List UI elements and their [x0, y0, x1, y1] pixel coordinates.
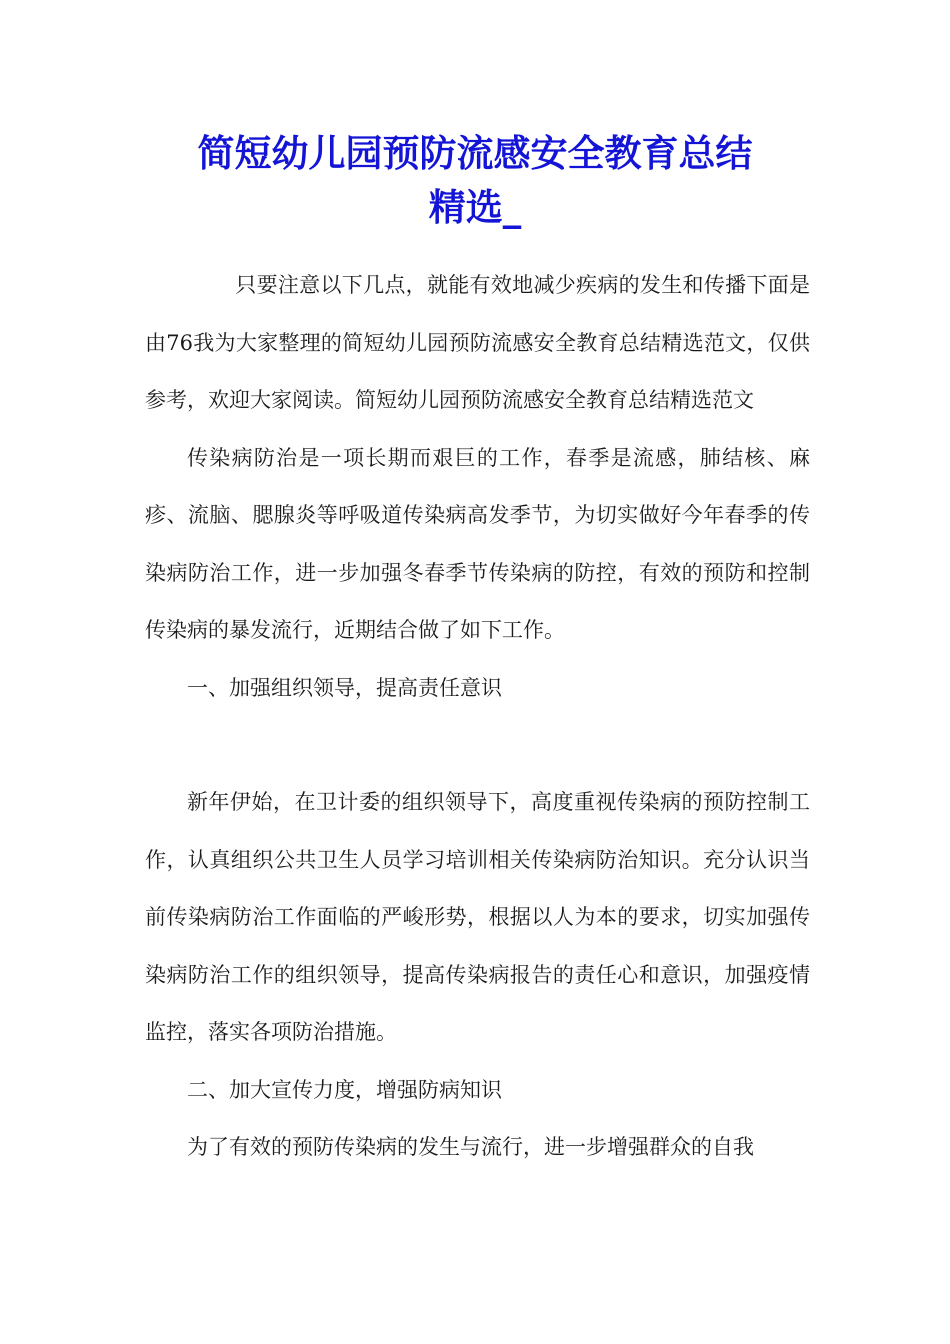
body-paragraph: 新年伊始，在卫计委的组织领导下，高度重视传染病的预防控制工作，认真组织公共卫生人员学习培训相关传染病防治知识。充分认识当前传染病防治工作面临的严峻形势，根据以人为本的要求，切实加强传染病防治工作的组织领导，提高传染病报告的责任心和意识，加强疫情监控，落实各项防治措施。 — [145, 790, 810, 1044]
document-title — [130, 126, 820, 234]
section-heading-2: 二、加大宣传力度，增强防病知识 — [187, 1077, 502, 1102]
blank-line — [145, 717, 810, 774]
section-heading-1: 一、加强组织领导，提高责任意识 — [187, 675, 502, 700]
title-line-2: 精选_ — [428, 185, 522, 229]
body-paragraph: 传染病防治是一项长期而艰巨的工作，春季是流感，肺结核、麻疹、流脑、腮腺炎等呼吸道传染病高发季节，为切实做好今年春季的传染病防治工作，进一步加强冬春季节传染病的防控，有效的预防和控制传染病的暴发流行，近期结合做了如下工作。 — [145, 445, 810, 642]
title-line-1: 简短幼儿园预防流感安全教育总结 — [197, 131, 753, 175]
body-paragraph: 为了有效的预防传染病的发生与流行，进一步增强群众的自我 — [187, 1135, 754, 1159]
intro-paragraph: 只要注意以下几点，就能有效地减少疾病的发生和传播下面是由76我为大家整理的简短幼儿园预防流感安全教育总结精选范文，仅供参考，欢迎大家阅读。简短幼儿园预防流感安全教育总结精选范文 — [145, 273, 810, 412]
document-body — [145, 257, 810, 1177]
